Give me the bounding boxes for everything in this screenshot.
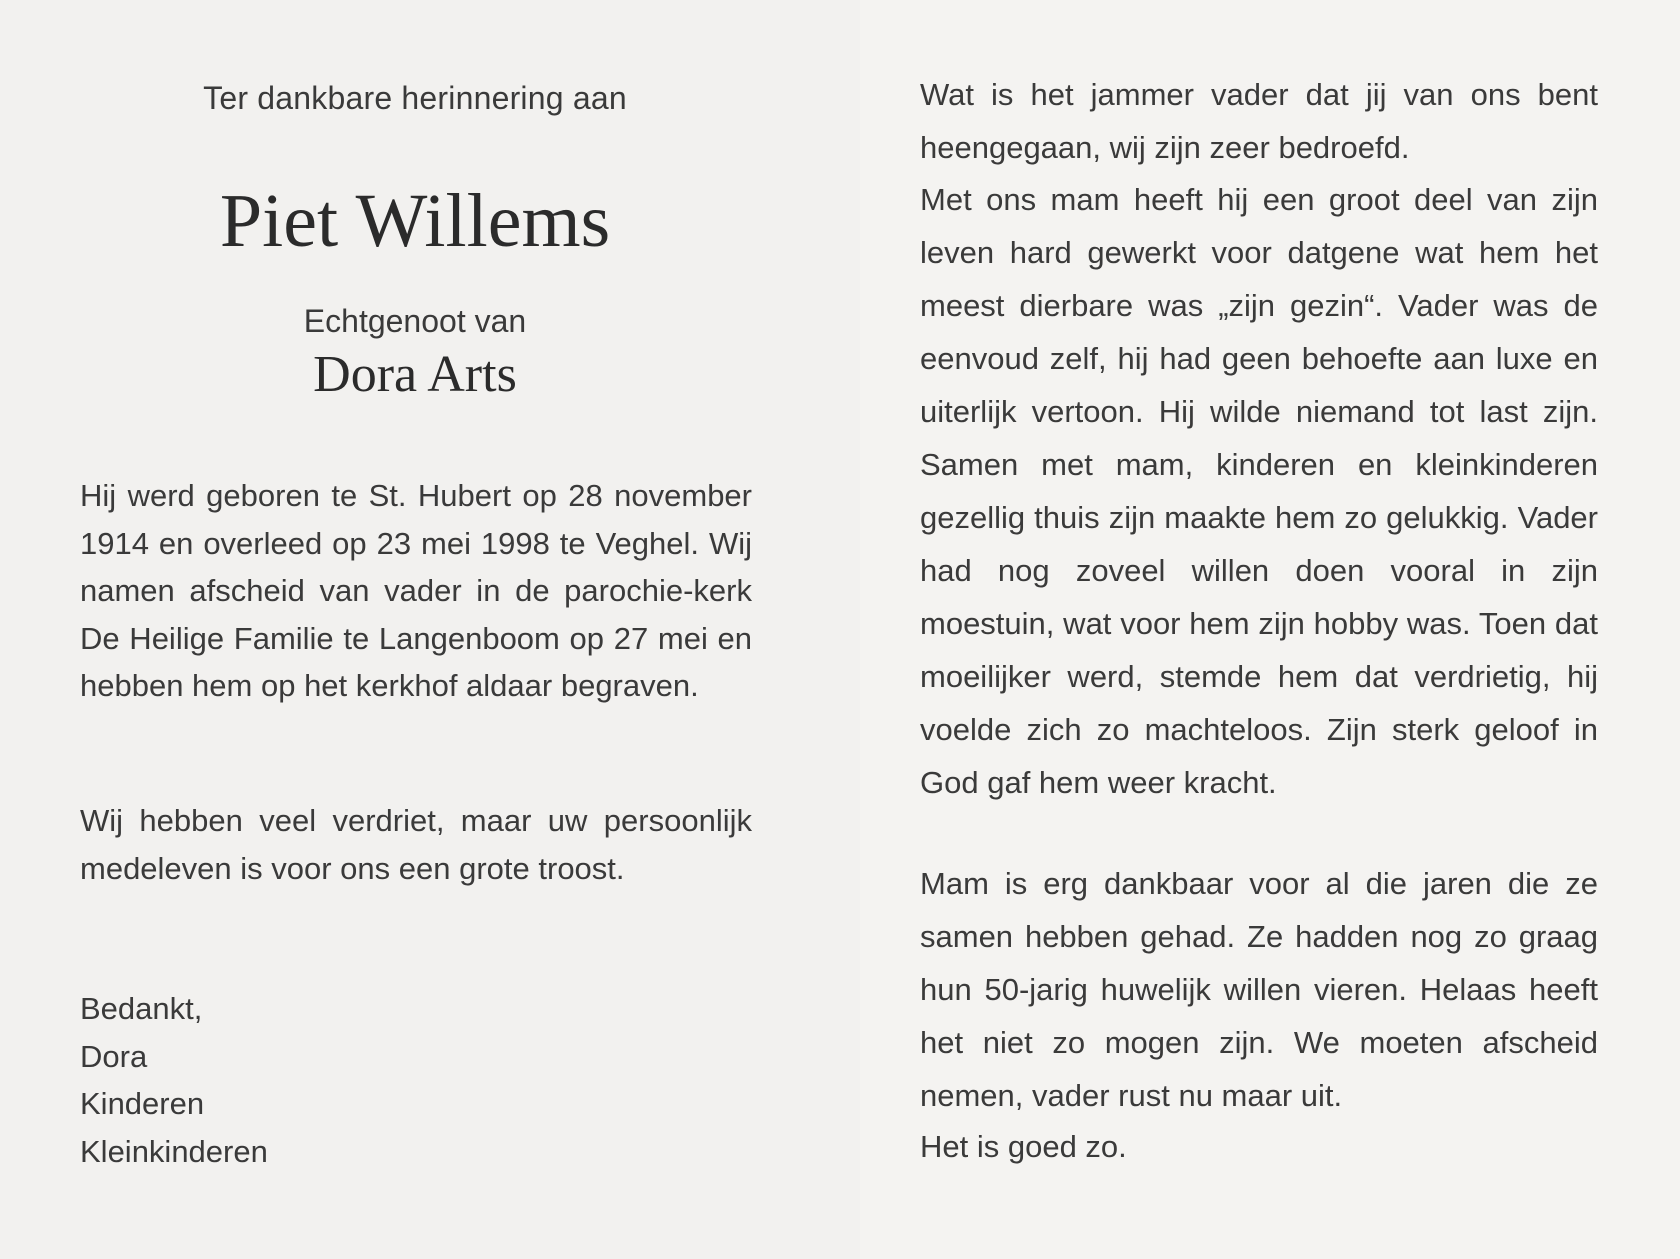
signoff-line: Bedankt, [80,991,203,1026]
intro-text: Ter dankbare herinnering aan [203,80,627,116]
closing-line: Het is goed zo. [920,1129,1127,1164]
signoff-line: Kleinkinderen [80,1133,268,1169]
signoff-line: Dora [80,1038,148,1074]
biography-paragraph: Hij werd geboren te St. Hubert op 28 november 1914 en overleed op 23 mei 1998 te Veghel. Wij namen afscheid van vader in de parochie-kerk De Heilige Familie te Langenboom op 27 mei en hebben hem op het kerkhof aldaar begraven. [80,478,752,703]
deceased-name: Piet Willems [219,179,611,263]
signoff-block [80,985,268,1175]
right-paragraph: Met ons mam heeft hij een groot deel van zijn leven hard gewerkt voor datgene wat hem het meest dierbare was „zijn gezin“. Vader was de eenvoud zelf, hij had geen behoefte aan luxe en uiterlijk vertoon. Hij wilde niemand tot last zijn. Samen met mam, kinderen en kleinkinderen gezellig thuis zijn maakte hem zo gelukkig. Vader had nog zoveel willen doen vooral in zijn moestuin, wat voor hem zijn hobby was. Toen dat moeilijker werd, stemde hem dat verdrietig, hij voelde zich zo machteloos. Zijn sterk geloof in God gaf hem weer kracht. [920,182,1598,800]
thanks-paragraph: Wij hebben veel verdriet, maar uw persoonlijk medeleven is voor ons een grote troost. [80,803,752,886]
signoff-line: Kinderen [80,1086,205,1121]
right-paragraph: Mam is erg dankbaar voor al die jaren die ze samen hebben gehad. Ze hadden nog zo graag hun 50-jarig huwelijk willen vieren. Helaas heeft het niet zo mogen zijn. We moeten afscheid nemen, vader rust nu maar uit. [920,866,1598,1113]
right-paragraph: Wat is het jammer vader dat jij van ons bent heengegaan, wij zijn zeer bedroefd. [920,77,1598,165]
spouse-label: Echtgenoot van [303,303,527,339]
spouse-name: Dora Arts [313,346,517,403]
